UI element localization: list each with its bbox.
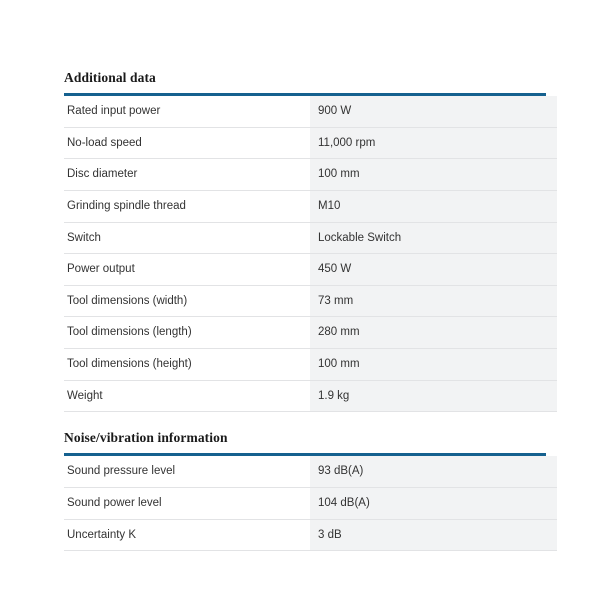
- spec-value: 104 dB(A): [310, 487, 557, 519]
- specifications-content: [64, 70, 546, 551]
- spec-label: Power output: [64, 254, 310, 286]
- spec-label: Tool dimensions (height): [64, 348, 310, 380]
- spec-label: Tool dimensions (length): [64, 317, 310, 349]
- spec-table-additional-data: [64, 96, 557, 412]
- table-row: [64, 96, 557, 127]
- spec-value: 73 mm: [310, 285, 557, 317]
- spec-label: Tool dimensions (width): [64, 285, 310, 317]
- section-noise-vibration: [64, 430, 546, 551]
- spec-label: Grinding spindle thread: [64, 190, 310, 222]
- spec-value: 100 mm: [310, 159, 557, 191]
- section-spacer: [64, 412, 546, 430]
- spec-label: Uncertainty K: [64, 519, 310, 551]
- table-row: [64, 317, 557, 349]
- table-row: [64, 190, 557, 222]
- spec-value: Lockable Switch: [310, 222, 557, 254]
- spec-value: M10: [310, 190, 557, 222]
- spec-label: Switch: [64, 222, 310, 254]
- table-row: [64, 348, 557, 380]
- spec-value: 3 dB: [310, 519, 557, 551]
- spec-value: 280 mm: [310, 317, 557, 349]
- table-row: [64, 254, 557, 286]
- spec-value: 93 dB(A): [310, 456, 557, 487]
- spec-value: 1.9 kg: [310, 380, 557, 412]
- table-row: [64, 380, 557, 412]
- section-heading-noise-vibration: Noise/vibration information: [64, 430, 228, 446]
- spec-label: Rated input power: [64, 96, 310, 127]
- table-row: [64, 456, 557, 487]
- spec-value: 900 W: [310, 96, 557, 127]
- table-row: [64, 159, 557, 191]
- table-row: [64, 127, 557, 159]
- spec-value: 450 W: [310, 254, 557, 286]
- table-row: [64, 222, 557, 254]
- section-additional-data: [64, 70, 546, 412]
- spec-table-body: [64, 96, 557, 411]
- spec-value: 11,000 rpm: [310, 127, 557, 159]
- table-row: [64, 519, 557, 551]
- spec-label: No-load speed: [64, 127, 310, 159]
- spec-label: Disc diameter: [64, 159, 310, 191]
- spec-value: 100 mm: [310, 348, 557, 380]
- spec-label: Sound pressure level: [64, 456, 310, 487]
- spec-table-noise-vibration: [64, 456, 557, 551]
- spec-label: Weight: [64, 380, 310, 412]
- section-heading-additional-data: Additional data: [64, 70, 156, 85]
- table-row: [64, 285, 557, 317]
- spec-table-body: [64, 456, 557, 550]
- spec-label: Sound power level: [64, 487, 310, 519]
- table-row: [64, 487, 557, 519]
